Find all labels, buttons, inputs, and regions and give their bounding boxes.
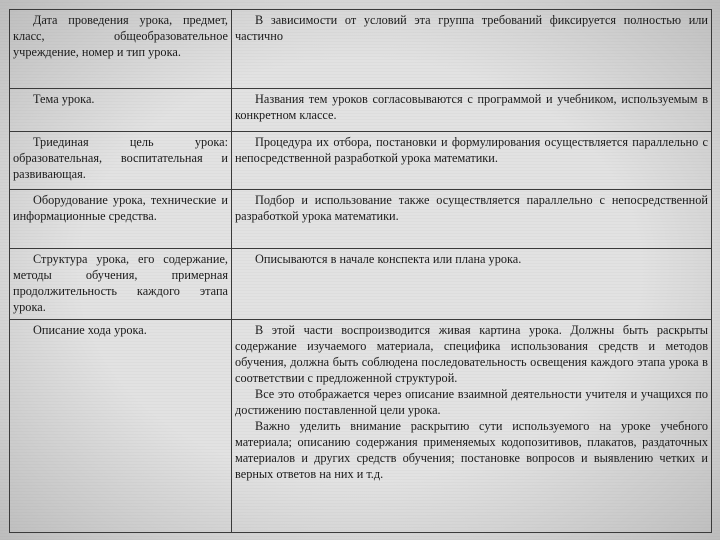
table-row bbox=[10, 89, 712, 132]
requirement-text: Структура урока, его содержание, методы обучения, примерная продолжительность каждого этапа урока. bbox=[13, 252, 228, 314]
comment-text: Подбор и использование также осуществляется параллельно с непосредственной разработкой урока математики. bbox=[235, 193, 708, 223]
table-row bbox=[10, 132, 712, 190]
comment-text: Описываются в начале конспекта или плана урока. bbox=[255, 252, 522, 266]
table-row bbox=[10, 190, 712, 249]
requirement-cell bbox=[10, 249, 232, 320]
table-row bbox=[10, 249, 712, 320]
comment-cell bbox=[232, 249, 712, 320]
requirement-cell bbox=[10, 10, 232, 89]
requirement-cell bbox=[10, 89, 232, 132]
lesson-plan-requirements-table bbox=[9, 9, 712, 533]
requirement-text: Описание хода урока. bbox=[33, 323, 147, 337]
comment-text: В зависимости от условий эта группа требований фиксируется полностью или частично bbox=[235, 13, 708, 43]
comment-text: Процедура их отбора, постановки и формулирования осуществляется параллельно с непосредственной разработкой урока математики. bbox=[235, 135, 708, 165]
table-row bbox=[10, 320, 712, 533]
requirement-cell bbox=[10, 190, 232, 249]
comment-paragraph: В этой части воспроизводится живая картина урока. Должны быть раскрыты содержание изучаемого материала, специфика использования средств и методов обучения, должна быть соблюдена последовательность освещения каждого этапа урока в соответствии с предложенной структурой. bbox=[235, 323, 708, 385]
requirement-text: Триединая цель урока: образовательная, воспитательная и развивающая. bbox=[13, 135, 228, 181]
comment-text: Названия тем уроков согласовываются с программой и учебником, используемым в конкретном классе. bbox=[235, 92, 708, 122]
table-row bbox=[10, 10, 712, 89]
requirement-text: Тема урока. bbox=[33, 92, 95, 106]
requirement-cell bbox=[10, 132, 232, 190]
comment-cell bbox=[232, 320, 712, 533]
comment-cell bbox=[232, 190, 712, 249]
comment-cell bbox=[232, 89, 712, 132]
requirement-text: Дата проведения урока, предмет, класс, общеобразовательное учреждение, номер и тип урока. bbox=[13, 13, 228, 59]
requirement-text: Оборудование урока, технические и информационные средства. bbox=[13, 193, 228, 223]
comment-cell bbox=[232, 10, 712, 89]
comment-cell bbox=[232, 132, 712, 190]
comment-paragraph: Важно уделить внимание раскрытию сути используемого на уроке учебного материала; описанию содержания применяемых кодопозитивов, плакатов, раздаточных материалов и других средств обучения; постановке вопросов и выявлению четких и верных ответов на них и т.д. bbox=[235, 419, 708, 481]
comment-paragraph: Все это отображается через описание взаимной деятельности учителя и учащихся по достижению поставленной цели урока. bbox=[235, 387, 708, 417]
requirement-cell bbox=[10, 320, 232, 533]
